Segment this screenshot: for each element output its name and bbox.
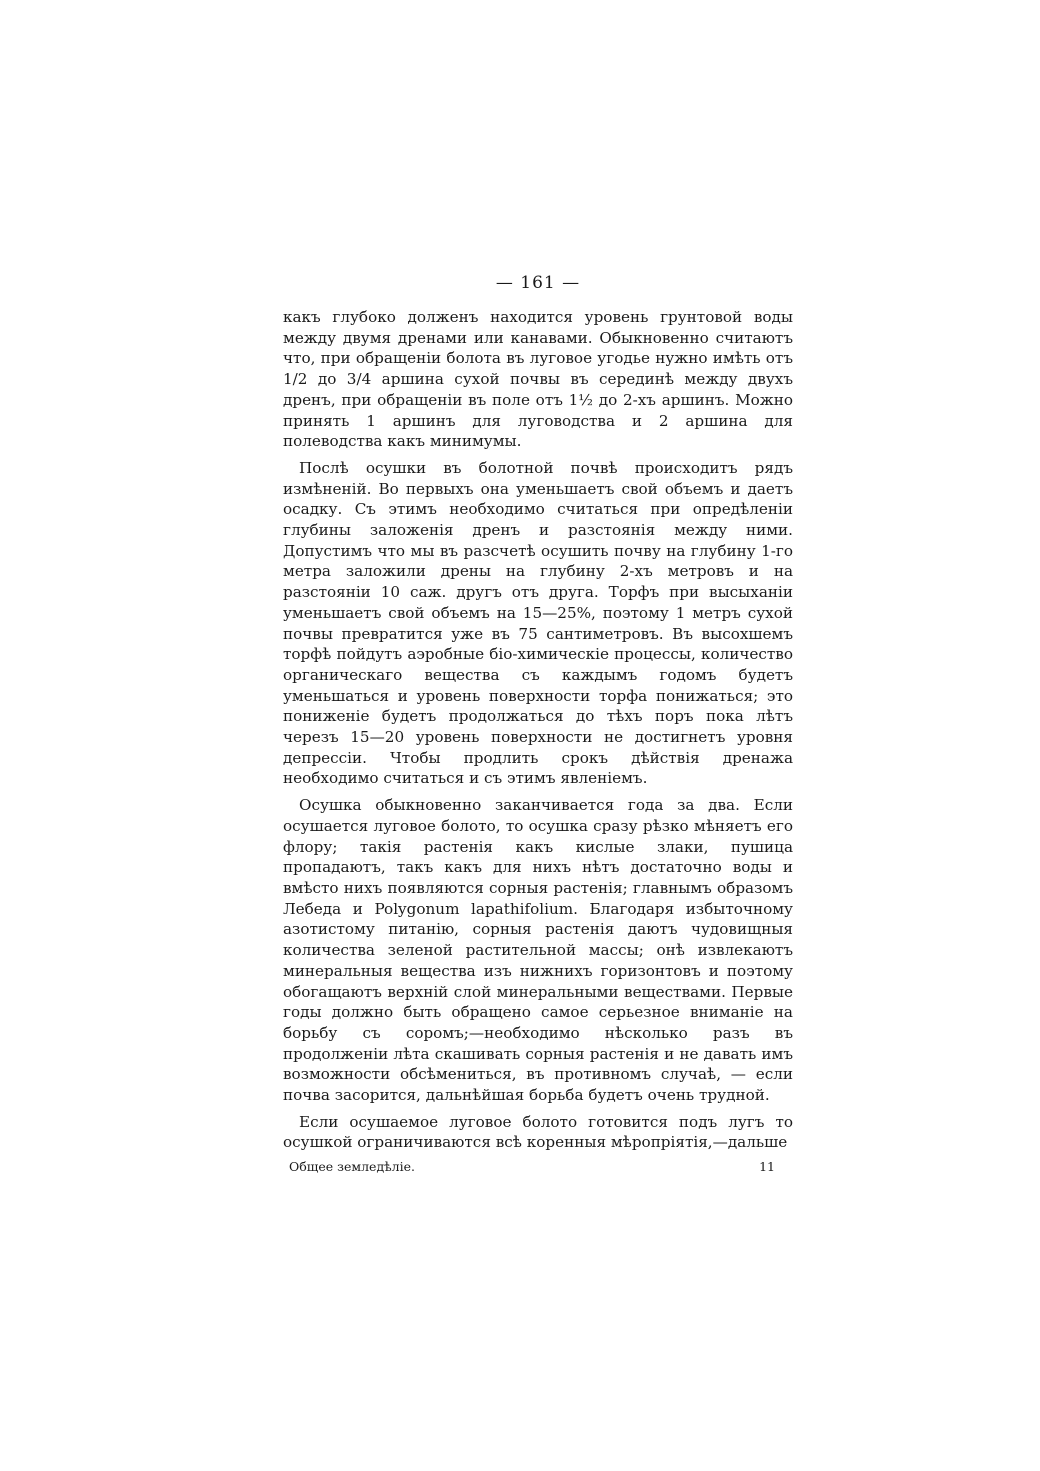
paragraph-1: какъ глубоко долженъ находится уровень грунтовой воды между двумя дренами или канавами. Обыкновенно считаютъ что, при обращеніи болота въ луговое угодье нужно имѣть отъ 1/2 до 3/4 аршина сухой почвы въ серединѣ между двухъ дренъ, при обращеніи въ поле отъ 1½ до 2-хъ аршинъ. Можно принять 1 аршинъ для луговодства и 2 аршина для полеводства какъ минимумы.: [283, 308, 793, 451]
footer-signature-number: 11: [759, 1159, 775, 1175]
paragraph-4: Если осушаемое луговое болото готовится подъ лугъ то осушкой ограничиваются всѣ коренныя мѣропріятія,—дальше: [283, 1112, 793, 1152]
paragraph-3: Осушка обыкновенно заканчивается года за два. Если осушается луговое болото, то осушка сразу рѣзко мѣняетъ его флору; такія растенія какъ кислые злаки, пушица пропадаютъ, такъ какъ для нихъ нѣтъ достаточно воды и вмѣсто нихъ появляются сорныя растенія; главнымъ образомъ Лебеда и Polygonum lapathifolium. Благодаря избыточному азотистому питанію, сорныя растенія даютъ чудовищныя количества зеленой растительной массы; онѣ извлекаютъ минеральныя вещества изъ нижнихъ горизонтовъ и поэтому обогащаютъ верхній слой минеральными веществами. Первые годы должно быть обращено самое серьезное вниманіе на борьбу съ соромъ;—необходимо нѣсколько разъ въ продолженіи лѣта скашивать сорныя растенія и не давать имъ возможности обсѣмениться, въ противномъ случаѣ, — если почва засорится, дальнѣйшая борьба будетъ очень трудной.: [283, 796, 793, 1105]
page-number: — 161 —: [495, 273, 581, 293]
paragraph-2: Послѣ осушки въ болотной почвѣ происходитъ рядъ измѣненій. Во первыхъ она уменьшаетъ свой объемъ и даетъ осадку. Съ этимъ необходимо считаться при опредѣленіи глубины заложенія дренъ и разстоянія между ними. Допустимъ что мы въ разсчетѣ осушить почву на глубину 1-го метра заложили дрены на глубину 2-хъ метровъ и на разстояніи 10 саж. другъ отъ друга. Торфъ при высыханіи уменьшаетъ свой объемъ на 15—25%, поэтому 1 метръ сухой почвы превратится уже въ 75 сантиметровъ. Въ высохшемъ торфѣ пойдутъ аэробные біо-химическіе процессы, количество органическаго вещества съ каждымъ годомъ будетъ уменьшаться и уровень поверхности торфа понижаться; это пониженіе будетъ продолжаться до тѣхъ поръ пока лѣтъ черезъ 15—20 уровень поверхности не достигнетъ уровня депрессіи. Чтобы продлить срокъ дѣйствія дренажа необходимо считаться и съ этимъ явленіемъ.: [283, 458, 793, 788]
footer-book-title: Общее земледѣліе.: [289, 1159, 415, 1175]
book-page: [283, 273, 793, 1174]
page-footer: [283, 1159, 793, 1174]
